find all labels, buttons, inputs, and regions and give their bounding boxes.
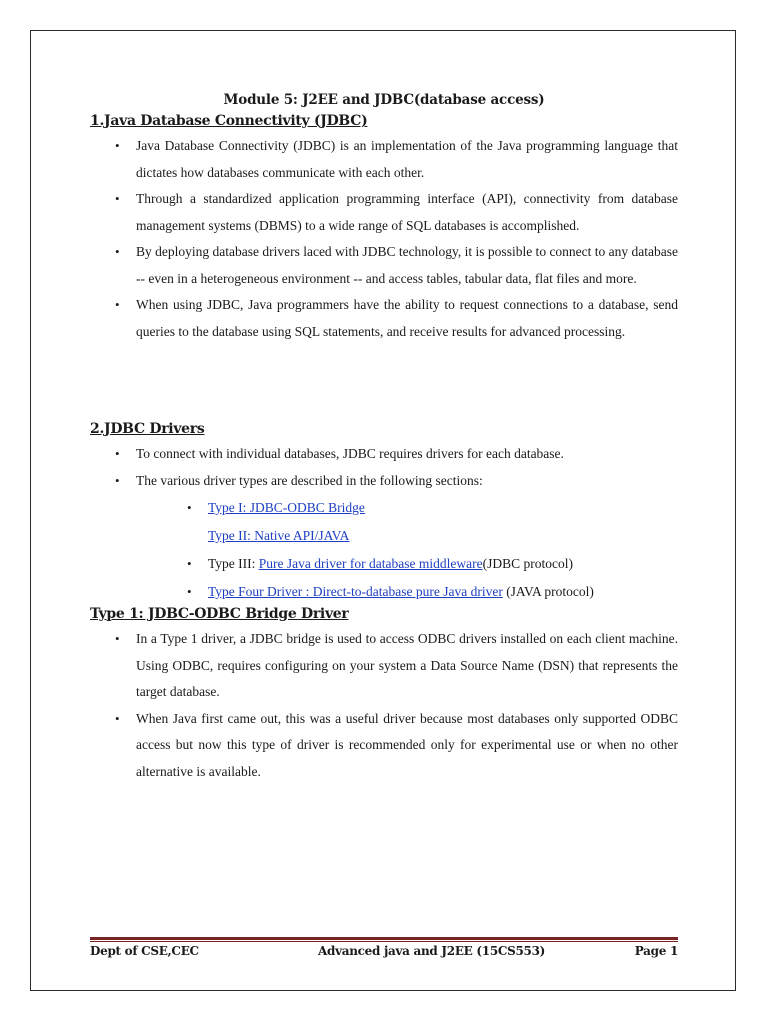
footer-page-number: Page 1 [634, 944, 678, 958]
page-footer [90, 944, 678, 964]
list-item: • To connect with individual databases, JDBC requires drivers for each database. [90, 441, 678, 468]
type2-link[interactable]: Type II: Native API/JAVA [208, 528, 350, 543]
module-title: Module 5: J2EE and JDBC(database access) [223, 92, 545, 108]
spacer [90, 345, 678, 421]
list-item: • The various driver types are described in the following sections: [90, 468, 678, 495]
driver-type-1-item [90, 494, 678, 522]
list-item: • In a Type 1 driver, a JDBC bridge is used to access ODBC drivers installed on each client machine. Using ODBC, requires configuring on your system a Data Source Name (DSN) that represents the target database. [90, 626, 678, 706]
drivers-bullet-list [90, 441, 678, 494]
type1-link[interactable]: Type I: JDBC-ODBC Bridge [208, 500, 365, 515]
section-heading-drivers: 2.JDBC Drivers [90, 421, 205, 437]
type4-suffix: (JAVA protocol) [502, 584, 594, 599]
section-heading-type1: Type 1: JDBC-ODBC Bridge Driver [90, 606, 349, 622]
footer-department: Dept of CSE,CEC [90, 944, 199, 958]
list-item: • Java Database Connectivity (JDBC) is an implementation of the Java programming language that dictates how databases communicate with each other. [90, 133, 678, 186]
list-item: • Through a standardized application programming interface (API), connectivity from database management systems (DBMS) to a wide range of SQL databases is accomplished. [90, 186, 678, 239]
footer-course: Advanced java and J2EE (15CS553) [318, 944, 546, 958]
jdbc-bullet-list [90, 133, 678, 345]
list-item: • When Java first came out, this was a useful driver because most databases only supported ODBC access but now this type of driver is recommended only for experimental use or when no other alternative is available. [90, 706, 678, 786]
driver-type-2-item [90, 522, 678, 550]
driver-types-list [90, 494, 678, 606]
driver-type-4-item [90, 578, 678, 606]
type3-prefix: Type III: [208, 556, 259, 571]
document-body [90, 92, 678, 785]
driver-type-3-item [90, 550, 678, 578]
type1-bullet-list [90, 626, 678, 785]
type3-suffix: (JDBC protocol) [482, 556, 573, 571]
footer-rule [90, 937, 678, 940]
type3-link[interactable]: Pure Java driver for database middleware [258, 556, 483, 571]
list-item: • When using JDBC, Java programmers have the ability to request connections to a database, send queries to the database using SQL statements, and receive results for advanced processing. [90, 292, 678, 345]
list-item: • By deploying database drivers laced with JDBC technology, it is possible to connect to any database -- even in a heterogeneous environment -- and access tables, tabular data, flat files and more. [90, 239, 678, 292]
type4-link[interactable]: Type Four Driver : Direct-to-database pure Java driver [208, 584, 503, 599]
section-heading-jdbc: 1.Java Database Connectivity (JDBC) [90, 113, 368, 129]
footer-rule-thin [90, 941, 678, 942]
